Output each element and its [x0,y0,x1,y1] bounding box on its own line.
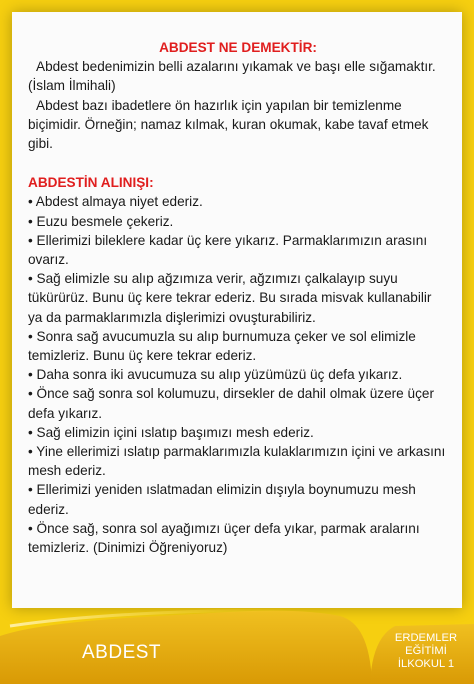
step-item: • Sağ elimizin içini ıslatıp başımızı mesh ederiz. [28,424,314,440]
footer-school-line: İLKOKUL 1 [397,658,455,670]
step-item: • Önce sağ, sonra sol ayağımızı üçer defa yıkar, parmak aralarını temizleriz. (Dinimizi Öğreniyoruz) [28,520,420,556]
footer-school-name [378,632,474,671]
definition-paragraph-1: Abdest bedenimizin belli azalarını yıkamak ve başı elle sığamaktır. (İslam İlmihali) [28,59,436,94]
steps-heading: ABDESTİN ALINIŞI: [28,175,154,191]
step-item: • Ellerimizi yeniden ıslatmadan elimizin dışıyla boynumuzu mesh ederiz. [28,482,416,517]
step-item: • Euzu besmele çekeriz. [28,213,174,229]
steps-list [28,192,448,557]
step-item: • Abdest almaya niyet ederiz. [28,194,203,210]
step-item: • Önce sağ sonra sol kolumuzu, dirsekler de dahil olmak üzere üçer defa yıkarız. [28,386,434,421]
content-area [28,38,448,557]
step-item: • Ellerimizi bileklere kadar üç kere yıkarız. Parmaklarımızın arasını ovarız. [28,232,428,268]
footer-title: ABDEST [82,642,162,663]
definition-heading: ABDEST NE DEMEKTİR: [159,40,317,55]
footer-school-line: EĞİTİMİ [405,645,447,657]
step-item: • Sağ elimizle su alıp ağzımıza verir, ağzımızı çalkalayıp suyu tükürürüz. Bunu üç kere tekrar ederiz. Bu sırada misvak kullanabilir ya da parmaklarımızla dişlerimizi ovuşturabiliriz. [28,271,432,325]
definition-paragraph-2: Abdest bazı ibadetlere ön hazırlık için yapılan bir temizlenme biçimidir. Örneğin; namaz kılmak, kuran okumak, kabe tavaf etmek gibi. [28,97,429,152]
step-item: • Yine ellerimizi ıslatıp parmaklarımızla kulaklarımızın içini ve arkasını mesh ederiz. [28,444,446,479]
step-item: • Sonra sağ avucumuzla su alıp burnumuza çeker ve sol elimizle temizleriz. Bunu üç kere tekrar ederiz. [28,328,416,364]
step-item: • Daha sonra iki avucumuza su alıp yüzümüzü üç defa yıkarız. [28,367,403,383]
footer-school-line: ERDEMLER [394,632,458,644]
